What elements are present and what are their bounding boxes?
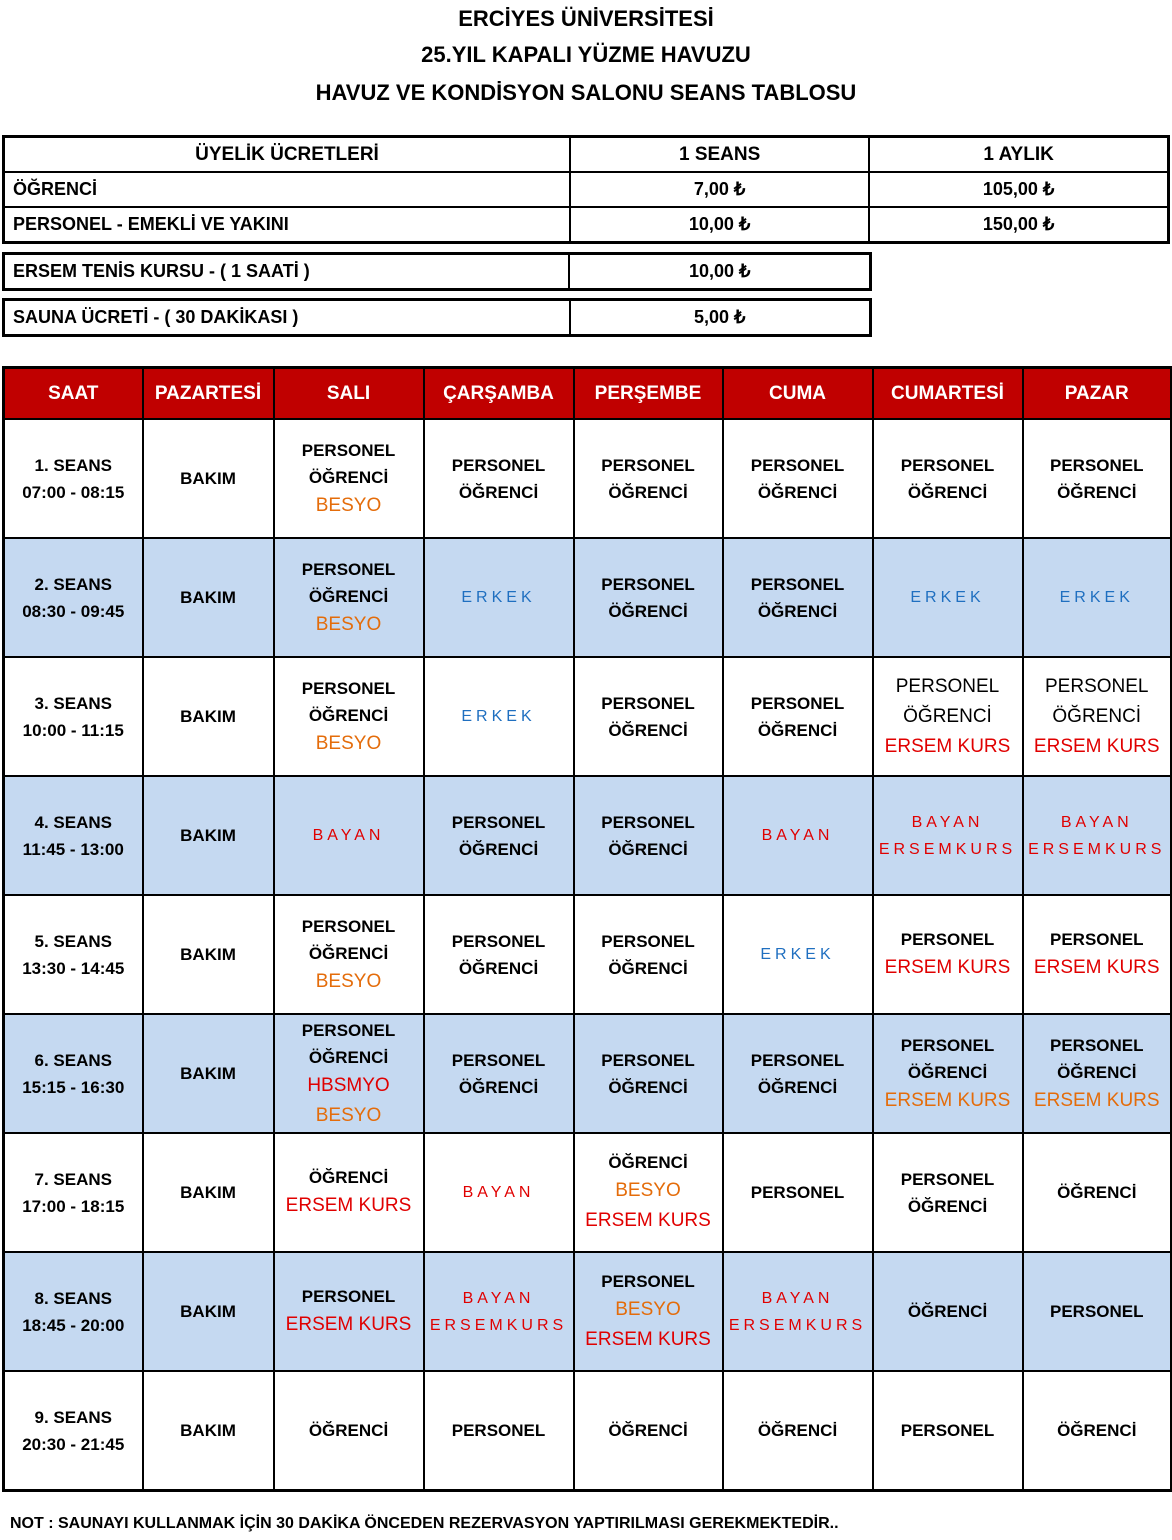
header-friday: CUMA bbox=[723, 368, 873, 420]
schedule-cell-thursday bbox=[574, 1252, 723, 1371]
schedule-entry: ÖĞRENCİ bbox=[757, 601, 838, 621]
schedule-cell-wednesday bbox=[424, 895, 574, 1014]
schedule-cell-saturday bbox=[873, 1014, 1023, 1133]
tennis-fee-table bbox=[2, 252, 872, 291]
schedule-cell-friday bbox=[723, 538, 873, 657]
session-time-cell bbox=[4, 419, 143, 538]
schedule-entry: PERSONEL bbox=[601, 574, 695, 594]
schedule-entry: BAKIM bbox=[180, 707, 236, 726]
schedule-cell-saturday bbox=[873, 895, 1023, 1014]
fee-session-price: 10,00 ₺ bbox=[570, 207, 869, 243]
session-schedule-table bbox=[2, 366, 1172, 1492]
schedule-cell-tuesday bbox=[274, 657, 424, 776]
header-tuesday: SALI bbox=[274, 368, 424, 420]
session-number: 3. SEANS bbox=[34, 693, 112, 713]
header-sunday: PAZAR bbox=[1023, 368, 1172, 420]
schedule-entry: BAKIM bbox=[180, 469, 236, 488]
schedule-cell-friday bbox=[723, 1133, 873, 1252]
schedule-entry: ERKEK bbox=[910, 589, 985, 606]
session-time-cell bbox=[4, 1371, 143, 1491]
schedule-entry: PERSONEL bbox=[1049, 1035, 1144, 1055]
schedule-entry: BAKIM bbox=[180, 945, 236, 964]
schedule-entry: ERSEM KURS bbox=[285, 1314, 412, 1335]
header-wednesday: ÇARŞAMBA bbox=[424, 368, 574, 420]
schedule-cell-thursday bbox=[574, 776, 723, 895]
schedule-entry: PERSONEL bbox=[301, 916, 396, 936]
schedule-entry: PERSONEL bbox=[895, 675, 1000, 697]
schedule-entry: ÖĞRENCİ bbox=[903, 705, 992, 727]
session-time: 10:00 - 11:15 bbox=[22, 720, 124, 740]
schedule-cell-sunday bbox=[1023, 538, 1172, 657]
schedule-entry: PERSONEL bbox=[301, 1287, 396, 1306]
session-time-cell bbox=[4, 776, 143, 895]
schedule-entry: PERSONEL bbox=[301, 440, 396, 460]
schedule-entry: BAKIM bbox=[180, 588, 236, 607]
schedule-cell-monday bbox=[143, 776, 274, 895]
session-number: 7. SEANS bbox=[34, 1169, 112, 1189]
schedule-entry: ÖĞRENCİ bbox=[458, 1077, 539, 1097]
session-time-cell bbox=[4, 538, 143, 657]
schedule-entry: ERKEK bbox=[1059, 589, 1134, 606]
schedule-header-row bbox=[4, 368, 1172, 420]
schedule-cell-sunday bbox=[1023, 419, 1172, 538]
schedule-entry: PERSONEL bbox=[601, 931, 695, 951]
header-thursday: PERŞEMBE bbox=[574, 368, 723, 420]
session-time-cell bbox=[4, 657, 143, 776]
session-time: 13:30 - 14:45 bbox=[22, 958, 125, 978]
schedule-body bbox=[4, 419, 1172, 1491]
schedule-cell-tuesday bbox=[274, 776, 424, 895]
fee-label: ÖĞRENCİ bbox=[4, 172, 571, 207]
schedule-entry: ERSEM KURS bbox=[1033, 1089, 1160, 1111]
schedule-cell-sunday bbox=[1023, 1252, 1172, 1371]
schedule-entry: PERSONEL bbox=[451, 812, 546, 832]
sauna-label: SAUNA ÜCRETİ - ( 30 DAKİKASI ) bbox=[4, 300, 570, 336]
schedule-entry: BAKIM bbox=[180, 1421, 236, 1440]
schedule-entry: ÖĞRENCİ bbox=[907, 1302, 988, 1321]
session-time: 18:45 - 20:00 bbox=[22, 1315, 125, 1335]
schedule-entry: ERKEK bbox=[760, 946, 835, 963]
schedule-cell-friday bbox=[723, 1014, 873, 1133]
fee-row-student bbox=[4, 172, 1169, 207]
schedule-entry: ÖĞRENCİ bbox=[458, 482, 539, 502]
schedule-cell-monday bbox=[143, 657, 274, 776]
fee-monthly-price: 105,00 ₺ bbox=[869, 172, 1168, 207]
schedule-cell-wednesday bbox=[424, 776, 574, 895]
fee-session-price: 7,00 ₺ bbox=[570, 172, 869, 207]
schedule-cell-saturday bbox=[873, 1371, 1023, 1491]
schedule-row bbox=[4, 895, 1172, 1014]
schedule-cell-monday bbox=[143, 1133, 274, 1252]
schedule-cell-friday bbox=[723, 895, 873, 1014]
tennis-label: ERSEM TENİS KURSU - ( 1 SAATİ ) bbox=[4, 254, 570, 290]
schedule-entry: ERSEM KURS bbox=[585, 1210, 711, 1231]
session-number: 4. SEANS bbox=[34, 812, 112, 832]
schedule-entry: ERSEM KURS bbox=[884, 1089, 1011, 1111]
schedule-entry: PERSONEL bbox=[451, 455, 546, 475]
schedule-entry: ÖĞRENCİ bbox=[608, 482, 688, 502]
schedule-entry: ÖĞRENCİ bbox=[308, 1421, 389, 1440]
schedule-entry: ÖĞRENCİ bbox=[1052, 705, 1142, 727]
schedule-cell-tuesday bbox=[274, 1371, 424, 1491]
session-time: 15:15 - 16:30 bbox=[22, 1077, 125, 1097]
session-time-cell bbox=[4, 1252, 143, 1371]
schedule-cell-wednesday bbox=[424, 1252, 574, 1371]
schedule-cell-sunday bbox=[1023, 776, 1172, 895]
schedule-entry: ÖĞRENCİ bbox=[757, 720, 838, 740]
schedule-entry: ÖĞRENCİ bbox=[1057, 1183, 1137, 1202]
fee-row-staff bbox=[4, 207, 1169, 243]
sauna-fee-table bbox=[2, 298, 872, 337]
schedule-entry: PERSONEL bbox=[750, 1050, 845, 1070]
schedule-cell-tuesday bbox=[274, 1014, 424, 1133]
session-time: 17:00 - 18:15 bbox=[22, 1196, 125, 1216]
schedule-entry: PERSONEL bbox=[750, 574, 845, 594]
schedule-entry: ERSEMKURS bbox=[1028, 840, 1166, 858]
schedule-entry: ÖĞRENCİ bbox=[458, 958, 539, 978]
schedule-entry: BESYO bbox=[315, 970, 382, 992]
schedule-entry: PERSONEL bbox=[1049, 930, 1144, 949]
schedule-entry: ÖĞRENCİ bbox=[308, 1168, 389, 1187]
schedule-entry: ERKEK bbox=[461, 708, 536, 725]
schedule-cell-wednesday bbox=[424, 538, 574, 657]
schedule-entry: BESYO bbox=[615, 1180, 681, 1201]
schedule-entry: BAYAN bbox=[761, 827, 834, 844]
fee-header-row bbox=[4, 137, 1169, 173]
schedule-cell-monday bbox=[143, 538, 274, 657]
schedule-entry: ERSEMKURS bbox=[878, 840, 1017, 858]
header-monday: PAZARTESİ bbox=[143, 368, 274, 420]
schedule-cell-friday bbox=[723, 1371, 873, 1491]
session-number: 2. SEANS bbox=[34, 574, 112, 594]
schedule-cell-thursday bbox=[574, 657, 723, 776]
schedule-cell-thursday bbox=[574, 1133, 723, 1252]
schedule-cell-friday bbox=[723, 657, 873, 776]
session-time: 07:00 - 08:15 bbox=[22, 482, 125, 502]
schedule-entry: ÖĞRENCİ bbox=[458, 839, 539, 859]
schedule-entry: PERSONEL bbox=[301, 678, 396, 698]
schedule-entry: ERSEM KURS bbox=[585, 1329, 711, 1350]
schedule-entry: ÖĞRENCİ bbox=[308, 586, 389, 606]
schedule-entry: HBSMYO bbox=[307, 1074, 390, 1096]
schedule-cell-saturday bbox=[873, 657, 1023, 776]
schedule-entry: PERSONEL bbox=[601, 812, 695, 832]
fee-header-monthly: 1 AYLIK bbox=[869, 137, 1168, 173]
schedule-entry: BESYO bbox=[315, 613, 382, 635]
schedule-entry: ÖĞRENCİ bbox=[757, 482, 838, 502]
schedule-entry: BAKIM bbox=[180, 1302, 236, 1321]
schedule-entry: PERSONEL bbox=[451, 931, 546, 951]
schedule-entry: BAKIM bbox=[180, 1183, 236, 1202]
schedule-cell-wednesday bbox=[424, 657, 574, 776]
schedule-entry: PERSONEL bbox=[601, 1050, 695, 1070]
session-number: 9. SEANS bbox=[34, 1407, 112, 1427]
session-number: 8. SEANS bbox=[34, 1288, 112, 1308]
schedule-cell-friday bbox=[723, 419, 873, 538]
schedule-entry: BAKIM bbox=[180, 1064, 236, 1083]
schedule-cell-thursday bbox=[574, 538, 723, 657]
schedule-row bbox=[4, 1371, 1172, 1491]
schedule-entry: ERSEM KURS bbox=[285, 1195, 412, 1216]
session-time: 20:30 - 21:45 bbox=[22, 1434, 125, 1454]
schedule-row bbox=[4, 538, 1172, 657]
schedule-entry: PERSONEL bbox=[1049, 455, 1144, 475]
schedule-row bbox=[4, 1014, 1172, 1133]
schedule-entry: BESYO bbox=[615, 1299, 681, 1320]
schedule-cell-thursday bbox=[574, 1014, 723, 1133]
schedule-entry: BESYO bbox=[315, 494, 382, 516]
schedule-entry: ÖĞRENCİ bbox=[308, 705, 389, 725]
schedule-entry: BAYAN bbox=[761, 1289, 834, 1307]
schedule-cell-saturday bbox=[873, 1252, 1023, 1371]
session-time: 11:45 - 13:00 bbox=[22, 839, 124, 859]
header-time: SAAT bbox=[4, 368, 143, 420]
schedule-cell-wednesday bbox=[424, 1014, 574, 1133]
header-saturday: CUMARTESİ bbox=[873, 368, 1023, 420]
schedule-entry: ÖĞRENCİ bbox=[608, 1077, 688, 1097]
schedule-entry: PERSONEL bbox=[601, 693, 695, 713]
schedule-entry: PERSONEL bbox=[750, 455, 845, 475]
schedule-entry: PERSONEL bbox=[750, 693, 845, 713]
schedule-cell-friday bbox=[723, 776, 873, 895]
schedule-cell-sunday bbox=[1023, 657, 1172, 776]
schedule-entry: ERKEK bbox=[461, 589, 536, 606]
schedule-entry: PERSONEL bbox=[601, 455, 695, 475]
fee-monthly-price: 150,00 ₺ bbox=[869, 207, 1168, 243]
schedule-entry: ÖĞRENCİ bbox=[608, 839, 688, 859]
schedule-cell-thursday bbox=[574, 419, 723, 538]
schedule-entry: PERSONEL bbox=[601, 1272, 695, 1291]
schedule-entry: ÖĞRENCİ bbox=[757, 1077, 838, 1097]
schedule-entry: PERSONEL bbox=[1049, 1302, 1144, 1321]
schedule-entry: PERSONEL bbox=[1045, 675, 1149, 697]
sauna-price: 5,00 ₺ bbox=[570, 300, 871, 336]
schedule-entry: ÖĞRENCİ bbox=[907, 482, 988, 502]
schedule-cell-tuesday bbox=[274, 1133, 424, 1252]
schedule-row bbox=[4, 657, 1172, 776]
schedule-cell-wednesday bbox=[424, 419, 574, 538]
schedule-cell-wednesday bbox=[424, 1133, 574, 1252]
schedule-entry: ÖĞRENCİ bbox=[608, 1153, 688, 1172]
schedule-cell-saturday bbox=[873, 1133, 1023, 1252]
schedule-entry: ERSEM KURS bbox=[1033, 957, 1160, 978]
schedule-entry: BAYAN bbox=[911, 813, 984, 831]
session-number: 6. SEANS bbox=[34, 1050, 112, 1070]
schedule-cell-monday bbox=[143, 419, 274, 538]
schedule-entry: ERSEMKURS bbox=[728, 1316, 867, 1334]
title-pool: 25.YIL KAPALI YÜZME HAVUZU bbox=[421, 42, 751, 67]
schedule-row bbox=[4, 1252, 1172, 1371]
session-time-cell bbox=[4, 1014, 143, 1133]
schedule-cell-saturday bbox=[873, 538, 1023, 657]
schedule-cell-thursday bbox=[574, 895, 723, 1014]
schedule-entry: BAYAN bbox=[312, 827, 385, 844]
title-university: ERCİYES ÜNİVERSİTESİ bbox=[458, 6, 714, 31]
schedule-cell-monday bbox=[143, 1252, 274, 1371]
schedule-entry: BAYAN bbox=[462, 1289, 535, 1307]
tennis-price: 10,00 ₺ bbox=[569, 254, 870, 290]
schedule-row bbox=[4, 1133, 1172, 1252]
schedule-entry: BESYO bbox=[315, 1104, 382, 1126]
schedule-entry: PERSONEL bbox=[451, 1421, 546, 1440]
membership-fee-table bbox=[2, 135, 1170, 244]
schedule-entry: ERSEM KURS bbox=[884, 735, 1011, 757]
schedule-entry: ÖĞRENCİ bbox=[308, 943, 389, 963]
session-time: 08:30 - 09:45 bbox=[22, 601, 125, 621]
schedule-entry: ERSEM KURS bbox=[1033, 735, 1160, 757]
schedule-cell-friday bbox=[723, 1252, 873, 1371]
schedule-entry: PERSONEL bbox=[750, 1183, 845, 1202]
schedule-entry: ÖĞRENCİ bbox=[308, 467, 389, 487]
fee-header-membership: ÜYELİK ÜCRETLERİ bbox=[4, 137, 571, 173]
schedule-entry: ÖĞRENCİ bbox=[608, 601, 688, 621]
schedule-entry: BAKIM bbox=[180, 826, 236, 845]
sauna-reservation-note: NOT : SAUNAYI KULLANMAK İÇİN 30 DAKİKA ÖNCEDEN REZERVASYON YAPTIRILMASI GEREKMEKTEDİR.. bbox=[10, 1515, 839, 1532]
schedule-entry: ÖĞRENCİ bbox=[1057, 1421, 1137, 1440]
schedule-entry: PERSONEL bbox=[900, 930, 995, 949]
schedule-entry: ERSEM KURS bbox=[884, 957, 1011, 978]
schedule-entry: ÖĞRENCİ bbox=[308, 1047, 389, 1067]
schedule-entry: BESYO bbox=[315, 732, 382, 754]
session-time-cell bbox=[4, 895, 143, 1014]
schedule-row bbox=[4, 776, 1172, 895]
schedule-entry: PERSONEL bbox=[900, 1421, 995, 1440]
schedule-cell-wednesday bbox=[424, 1371, 574, 1491]
schedule-entry: ÖĞRENCİ bbox=[907, 1062, 988, 1082]
schedule-cell-saturday bbox=[873, 419, 1023, 538]
schedule-entry: PERSONEL bbox=[900, 1035, 995, 1055]
schedule-entry: ÖĞRENCİ bbox=[1057, 1062, 1137, 1082]
schedule-entry: ÖĞRENCİ bbox=[608, 958, 688, 978]
schedule-cell-sunday bbox=[1023, 1014, 1172, 1133]
schedule-entry: PERSONEL bbox=[451, 1050, 546, 1070]
schedule-row bbox=[4, 419, 1172, 538]
schedule-cell-saturday bbox=[873, 776, 1023, 895]
schedule-entry: PERSONEL bbox=[900, 455, 995, 475]
schedule-cell-sunday bbox=[1023, 1371, 1172, 1491]
session-number: 5. SEANS bbox=[34, 931, 112, 951]
session-number: 1. SEANS bbox=[34, 455, 112, 475]
schedule-entry: PERSONEL bbox=[301, 1020, 396, 1040]
schedule-cell-tuesday bbox=[274, 1252, 424, 1371]
schedule-cell-monday bbox=[143, 1014, 274, 1133]
schedule-cell-monday bbox=[143, 1371, 274, 1491]
schedule-entry: BAYAN bbox=[462, 1184, 535, 1201]
schedule-entry: ÖĞRENCİ bbox=[907, 1196, 988, 1216]
schedule-cell-monday bbox=[143, 895, 274, 1014]
schedule-entry: ÖĞRENCİ bbox=[608, 1421, 688, 1440]
schedule-entry: BAYAN bbox=[1060, 813, 1133, 831]
title-schedule: HAVUZ VE KONDİSYON SALONU SEANS TABLOSU bbox=[315, 80, 857, 105]
fee-header-session: 1 SEANS bbox=[570, 137, 869, 173]
fee-label: PERSONEL - EMEKLİ VE YAKINI bbox=[4, 207, 571, 243]
session-time-cell bbox=[4, 1133, 143, 1252]
schedule-entry: ÖĞRENCİ bbox=[757, 1421, 838, 1440]
schedule-cell-sunday bbox=[1023, 895, 1172, 1014]
schedule-entry: PERSONEL bbox=[900, 1169, 995, 1189]
schedule-cell-tuesday bbox=[274, 419, 424, 538]
schedule-cell-thursday bbox=[574, 1371, 723, 1491]
schedule-cell-sunday bbox=[1023, 1133, 1172, 1252]
schedule-cell-tuesday bbox=[274, 538, 424, 657]
schedule-cell-tuesday bbox=[274, 895, 424, 1014]
schedule-entry: ÖĞRENCİ bbox=[1057, 482, 1137, 502]
schedule-entry: ÖĞRENCİ bbox=[608, 720, 688, 740]
schedule-entry: PERSONEL bbox=[301, 559, 396, 579]
schedule-entry: ERSEMKURS bbox=[429, 1316, 568, 1334]
